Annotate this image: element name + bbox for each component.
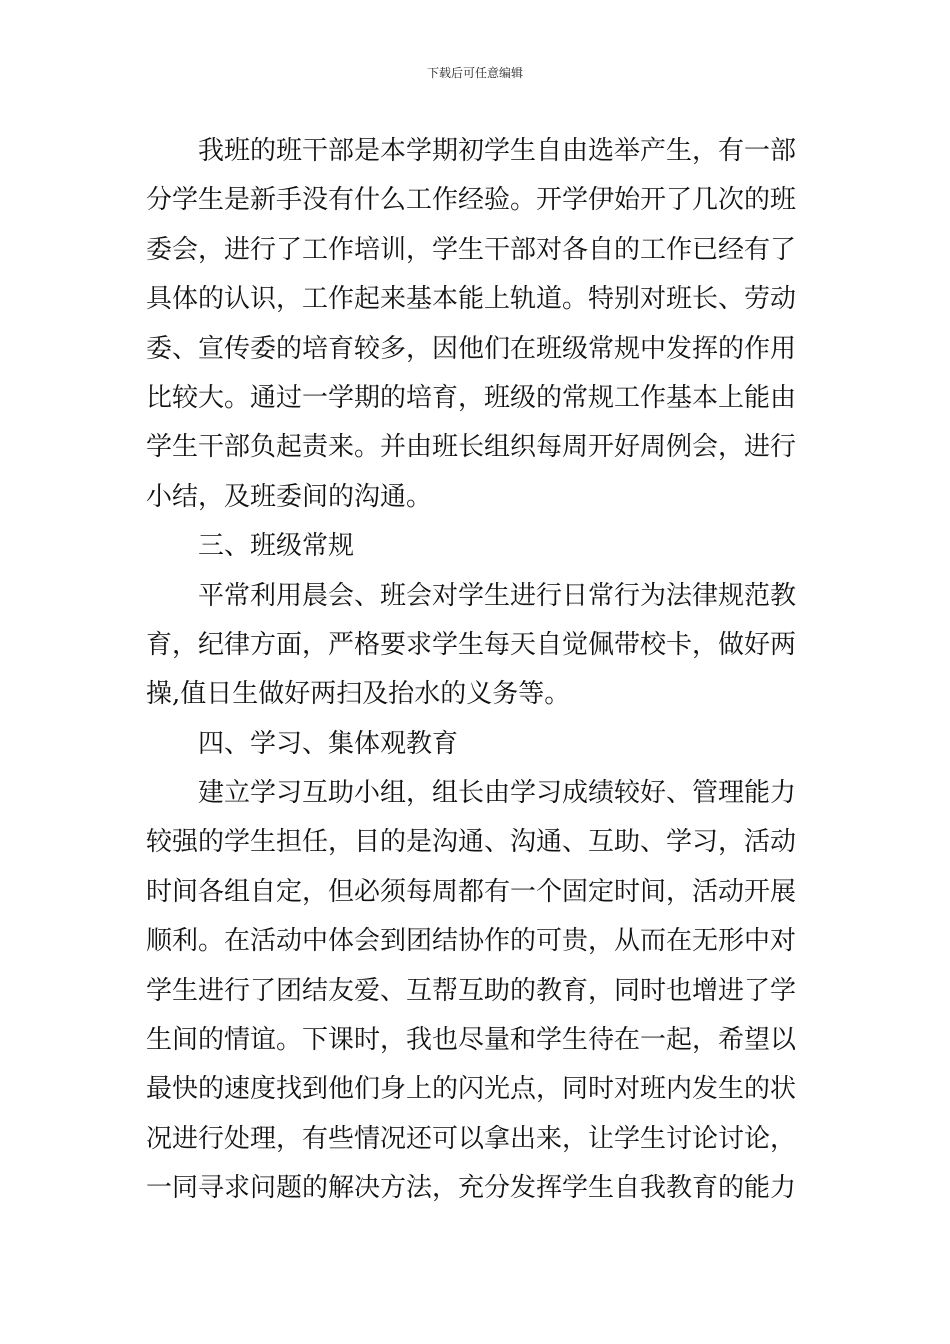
text-line: 学生进行了团结友爱、互帮互助的教育，同时也增进了学 [146, 975, 797, 1006]
text-line: 育，纪律方面，严格要求学生每天自觉佩带校卡，做好两 [146, 629, 797, 660]
text-line: 委、宣传委的培育较多，因他们在班级常规中发挥的作用 [146, 333, 797, 364]
text-line: 小结，及班委间的沟通。 [146, 481, 433, 512]
text-line: 生间的情谊。下课时，我也尽量和学生待在一起，希望以 [146, 1025, 797, 1056]
section-heading: 四、学习、集体观教育 [198, 728, 459, 759]
section-heading: 三、班级常规 [198, 531, 355, 562]
text-line: 时间各组自定，但必须每周都有一个固定时间，活动开展 [146, 876, 797, 907]
text-line: 较强的学生担任，目的是沟通、沟通、互助、学习，活动 [146, 827, 797, 858]
text-line: 一同寻求问题的解决方法，充分发挥学生自我教育的能力 [146, 1173, 797, 1204]
text-line: 操,值日生做好两扫及抬水的义务等。 [146, 679, 571, 710]
document-body [146, 127, 806, 1214]
text-line: 分学生是新手没有什么工作经验。开学伊始开了几次的班 [146, 185, 797, 216]
text-line: 比较大。通过一学期的培育，班级的常规工作基本上能由 [146, 382, 797, 413]
page-header: 下载后可任意编辑 [426, 66, 523, 80]
text-line: 最快的速度找到他们身上的闪光点，同时对班内发生的状 [146, 1074, 797, 1105]
text-line: 况进行处理，有些情况还可以拿出来，让学生讨论讨论， [146, 1123, 797, 1154]
text-line: 我班的班干部是本学期初学生自由选举产生，有一部 [198, 136, 797, 166]
text-line: 平常利用晨会、班会对学生进行日常行为法律规范教 [198, 580, 797, 611]
text-line: 委会，进行了工作培训，学生干部对各自的工作已经有了 [146, 234, 797, 265]
text-line: 学生干部负起责来。并由班长组织每周开好周例会，进行 [146, 432, 797, 463]
text-line: 顺利。在活动中体会到团结协作的可贵，从而在无形中对 [146, 926, 797, 957]
text-line: 具体的认识，工作起来基本能上轨道。特别对班长、劳动 [146, 284, 797, 315]
text-line: 建立学习互助小组，组长由学习成绩较好、管理能力 [198, 778, 797, 809]
